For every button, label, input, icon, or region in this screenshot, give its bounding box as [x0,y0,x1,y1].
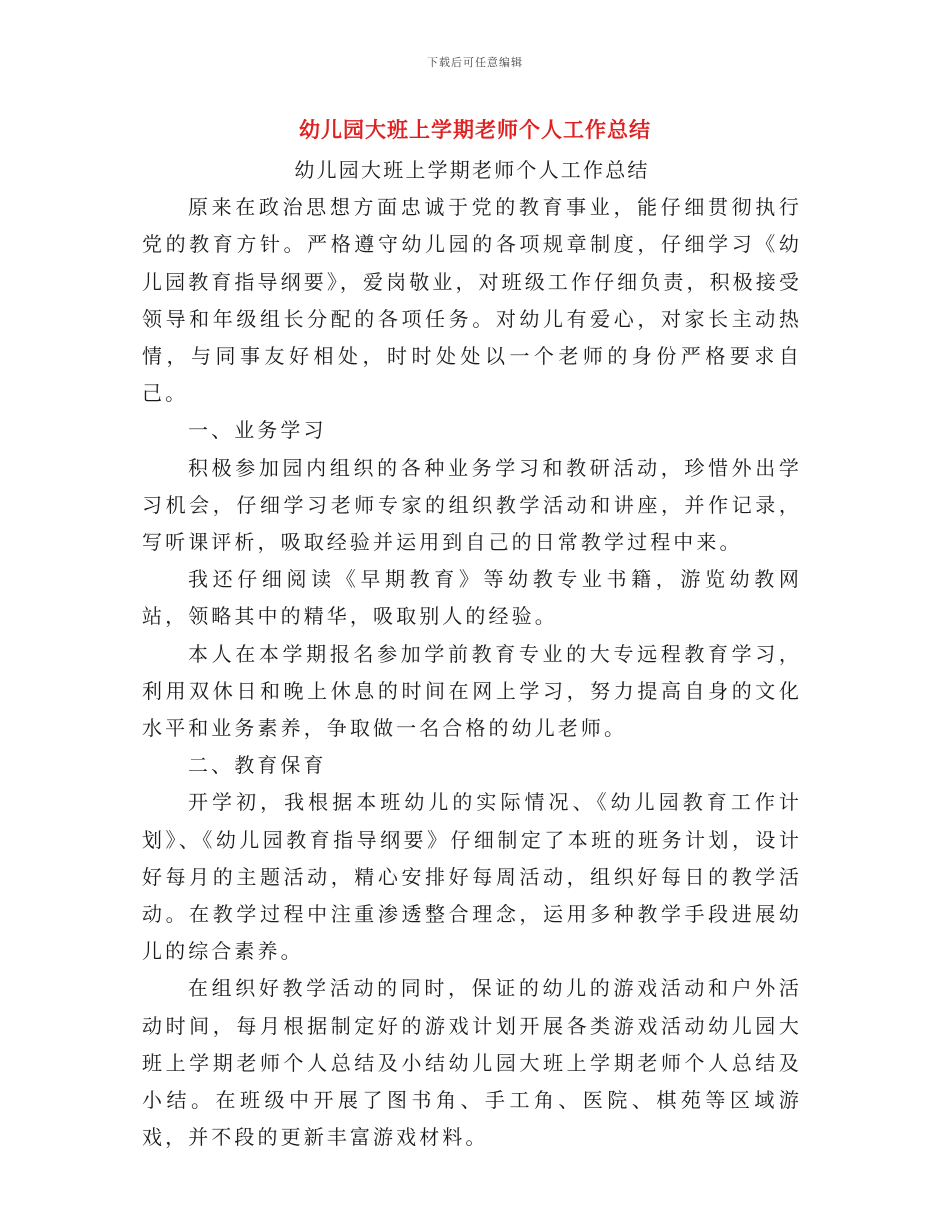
paragraph-intro: 原来在政治思想方面忠诚于党的教育事业，能仔细贯彻执行党的教育方针。严格遵守幼儿园的各项规章制度，仔细学习《幼儿园教育指导纲要》，爱岗敬业，对班级工作仔细负责，积极接受领导和年级组长分配的各项任务。对幼儿有爱心，对家长主动热情，与同事友好相处，时时处处以一个老师的身份严格要求自己。 [142,195,802,406]
document-title: 幼儿园大班上学期老师个人工作总结 [299,117,651,142]
header-note: 下载后可任意编辑 [427,56,523,69]
document-body [142,152,802,1156]
paragraph-games: 在组织好教学活动的同时，保证的幼儿的游戏活动和户外活动时间，每月根据制定好的游戏计划开展各类游戏活动幼儿园大班上学期老师个人总结及小结幼儿园大班上学期老师个人总结及小结。在班级中开展了图书角、手工角、医院、棋苑等区域游戏，并不段的更新丰富游戏材料。 [142,976,802,1150]
paragraph-reading: 我还仔细阅读《早期教育》等幼教专业书籍，游览幼教网站，领略其中的精华，吸取别人的经验。 [142,567,802,629]
paragraph-study-activities: 积极参加园内组织的各种业务学习和教研活动，珍惜外出学习机会，仔细学习老师专家的组织教学活动和讲座，并作记录，写听课评析，吸取经验并运用到自己的日常教学过程中来。 [142,455,802,555]
section-heading-business-study: 一、业务学习 [188,418,327,443]
paragraph-class-plan: 开学初，我根据本班幼儿的实际情况、《幼儿园教育工作计划》、《幼儿园教育指导纲要》仔细制定了本班的班务计划，设计好每月的主题活动，精心安排好每周活动，组织好每日的教学活动。在教学过程中注重渗透整合理念，运用多种教学手段进展幼儿的综合素养。 [142,790,802,964]
section-heading-education-care: 二、教育保育 [188,753,327,778]
document-subtitle: 幼儿园大班上学期老师个人工作总结 [294,158,650,182]
paragraph-distance-learning: 本人在本学期报名参加学前教育专业的大专远程教育学习，利用双休日和晚上休息的时间在网上学习，努力提高自身的文化水平和业务素养，争取做一名合格的幼儿老师。 [142,641,802,741]
